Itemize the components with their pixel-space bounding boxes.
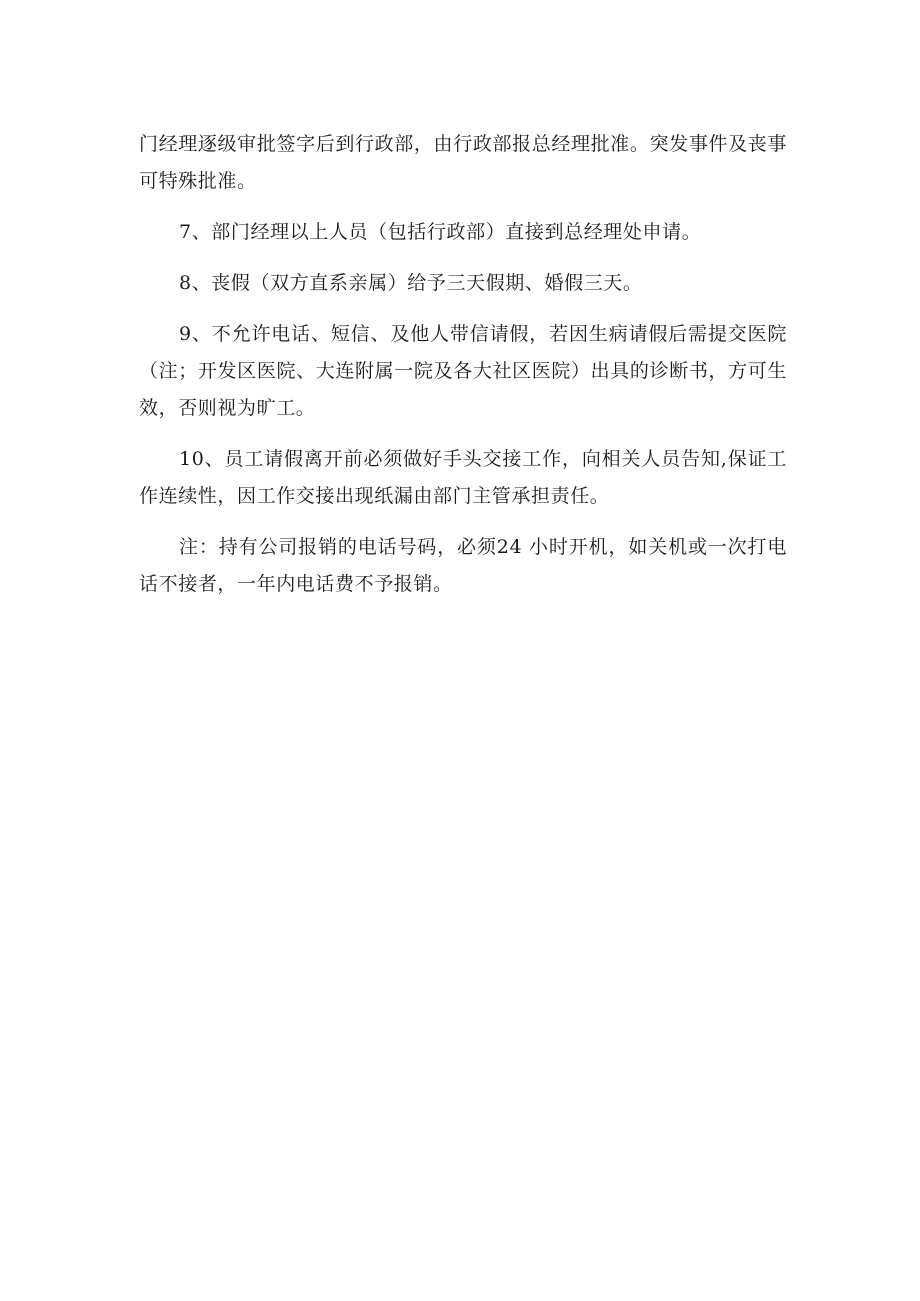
paragraph-rule-8: 8、丧假（双方直系亲属）给予三天假期、婚假三天。	[179, 272, 643, 294]
paragraph-rule-7: 7、部门经理以上人员（包括行政部）直接到总经理处申请。	[179, 221, 702, 243]
document-body	[139, 126, 787, 617]
paragraph-rule-10: 10、员工请假离开前必须做好手头交接工作，向相关人员告知,保证工作连续性，因工作交接出现纸漏由部门主管承担责任。	[139, 448, 787, 507]
paragraph-note: 注：持有公司报销的电话号码，必须24 小时开机，如关机或一次打电话不接者，一年内电话费不予报销。	[139, 536, 787, 595]
paragraph-rule-9: 9、不允许电话、短信、及他人带信请假，若因生病请假后需提交医院（注；开发区医院、大连附属一院及各大社区医院）出具的诊断书，方可生效，否则视为旷工。	[139, 323, 787, 419]
paragraph-approval-continuation: 门经理逐级审批签字后到行政部，由行政部报总经理批准。突发事件及丧事可特殊批准。	[139, 133, 787, 192]
